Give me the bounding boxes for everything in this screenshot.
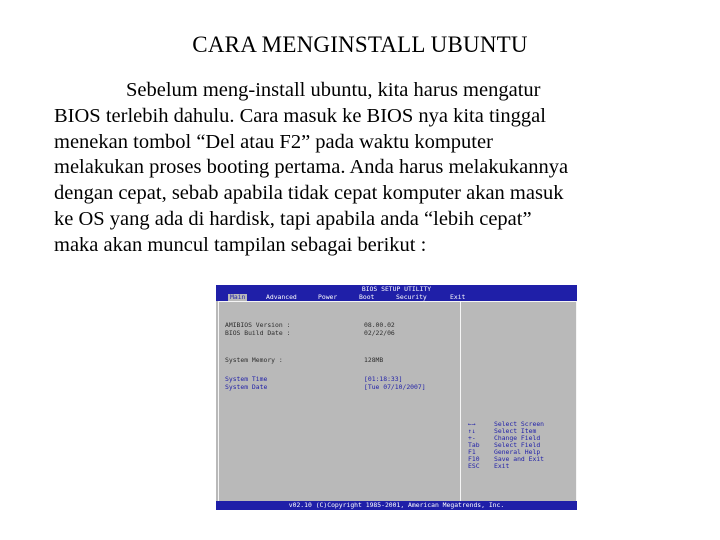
bios-header-title: BIOS SETUP UTILITY — [361, 285, 432, 293]
key-description: Select Field — [494, 441, 541, 449]
key-description: Select Screen — [494, 420, 545, 428]
bios-header — [216, 285, 577, 301]
key-description: Change Field — [494, 434, 541, 442]
bios-panel-divider — [460, 301, 461, 501]
intro-paragraph — [54, 78, 674, 259]
bios-setup-screenshot — [216, 285, 577, 510]
bios-menu-main[interactable]: Main — [230, 293, 246, 301]
key-description: Save and Exit — [494, 455, 545, 463]
bios-menu-bar — [216, 294, 577, 301]
key-label: Tab — [468, 441, 480, 449]
bios-menu-advanced[interactable]: Advanced — [266, 293, 297, 301]
key-description: General Help — [494, 448, 541, 456]
key-label: ↑↓ — [468, 427, 476, 435]
system-date-field[interactable]: [Tue 07/10/2007] — [364, 383, 426, 391]
bios-footer: v02.10 (C)Copyright 1985-2001, American Megatrends, Inc. — [216, 501, 577, 510]
key-description: Select Item — [494, 427, 537, 435]
paragraph-line: maka akan muncul tampilan sebagai berikut : — [54, 233, 427, 256]
bios-field-label: BIOS Build Date : — [225, 329, 291, 337]
bios-menu-power[interactable]: Power — [318, 293, 338, 301]
key-label: F1 — [468, 448, 476, 456]
bios-field-label[interactable]: System Date — [225, 383, 268, 391]
paragraph-line: Sebelum meng-install ubuntu, kita harus mengatur — [126, 79, 541, 101]
bios-field-value: 02/22/06 — [364, 329, 395, 337]
paragraph-line: melakukan proses booting pertama. Anda harus melakukannya — [54, 156, 569, 179]
bios-menu-exit[interactable]: Exit — [450, 293, 466, 301]
key-label: ←→ — [468, 420, 476, 428]
bios-menu-security[interactable]: Security — [396, 293, 427, 301]
paragraph-line: menekan tombol “Del atau F2” pada waktu komputer — [54, 130, 493, 153]
paragraph-line: dengan cepat, sebab apabila tidak cepat komputer akan masuk — [54, 182, 564, 205]
bios-field-label[interactable]: System Time — [225, 375, 268, 383]
bios-field-label: AMIBIOS Version : — [225, 321, 291, 329]
bios-field-value: 08.00.02 — [364, 321, 395, 329]
system-time-field[interactable]: [01:18:33] — [364, 375, 403, 383]
key-description: Exit — [494, 462, 510, 470]
bios-field-value: 128MB — [364, 356, 384, 364]
paragraph-line: BIOS terlebih dahulu. Cara masuk ke BIOS nya kita tinggal — [54, 104, 546, 127]
key-label: +- — [468, 434, 476, 442]
page-title: CARA MENGINSTALL UBUNTU — [192, 32, 528, 57]
key-label: ESC — [468, 462, 480, 470]
bios-field-label: System Memory : — [225, 356, 283, 364]
bios-menu-boot[interactable]: Boot — [359, 293, 375, 301]
key-label: F10 — [468, 455, 480, 463]
paragraph-line: ke OS yang ada di hardisk, tapi apabila anda “lebih cepat” — [54, 207, 532, 230]
